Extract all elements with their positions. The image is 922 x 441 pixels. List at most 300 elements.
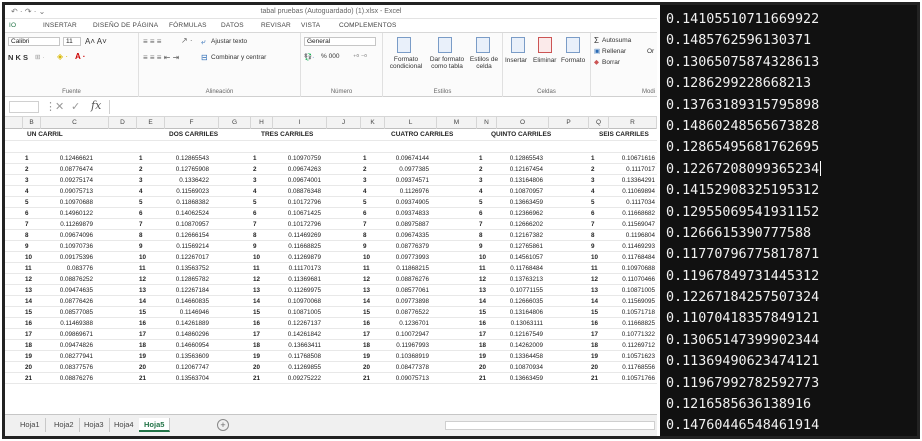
cancel-icon[interactable]: ✕ [55, 101, 65, 113]
delete-button[interactable]: Eliminar [533, 57, 557, 64]
cell-value[interactable]: 0.10671616 [621, 155, 655, 162]
cell-value[interactable]: 0.14062524 [175, 210, 209, 217]
column-header[interactable]: P [549, 117, 589, 129]
cell-styles-icon[interactable] [476, 37, 490, 53]
terminal-line [660, 95, 917, 116]
column-header[interactable]: C [41, 117, 109, 129]
row-index: 16 [363, 320, 371, 327]
cell-value[interactable]: 0.12167549 [509, 331, 543, 338]
table-row [5, 307, 657, 318]
cell-value[interactable]: 0.10671425 [287, 210, 321, 217]
cell-value[interactable]: 0.09374905 [395, 199, 429, 206]
row-index: 18 [25, 342, 33, 349]
column-header[interactable]: N [477, 117, 497, 129]
cell-value[interactable]: 0.11768556 [622, 364, 655, 371]
column-header[interactable]: E [137, 117, 165, 129]
column-header[interactable]: O [497, 117, 549, 129]
row-index: 5 [25, 199, 29, 206]
row-index: 20 [363, 364, 371, 371]
cell-value[interactable]: 0.11668825 [288, 243, 321, 250]
tab-3[interactable]: FÓRMULAS [169, 22, 207, 29]
group-alignment [139, 33, 301, 97]
cell-value[interactable]: 0.09869671 [59, 331, 93, 338]
cell-value[interactable]: 0.13663459 [509, 375, 543, 382]
cell-value[interactable]: 0.14261889 [175, 320, 209, 327]
cell-value[interactable]: 0.09374833 [395, 210, 429, 217]
cell-value[interactable]: 0.10871005 [621, 287, 655, 294]
cell-value[interactable]: 0.11469269 [288, 232, 321, 239]
row-index: 8 [139, 232, 143, 239]
cell-value[interactable]: 0.13164806 [509, 309, 543, 316]
cell-value[interactable]: 0.14960122 [59, 210, 93, 217]
cell-value[interactable]: 0.11569095 [622, 298, 655, 305]
cell-value[interactable]: 0.08876348 [287, 188, 321, 195]
cell-value[interactable]: 0.11269855 [288, 364, 321, 371]
cell-value[interactable]: 0.10571718 [621, 309, 655, 316]
tab-5[interactable]: REVISAR [261, 22, 291, 29]
cell-value[interactable]: 0.14860296 [175, 331, 209, 338]
cell-value[interactable]: 0.09474826 [59, 342, 93, 349]
cell-value[interactable]: 0.12167454 [509, 166, 543, 173]
row-index: 15 [363, 309, 371, 316]
sheet-tab[interactable]: Hoja2 [49, 418, 80, 432]
row-index: 7 [363, 221, 367, 228]
sheet-tab[interactable]: Hoja3 [79, 418, 110, 432]
cell-value[interactable]: 0.09674263 [287, 166, 321, 173]
cell-value[interactable]: 0.12267137 [287, 320, 321, 327]
cell-value[interactable]: 0.10072947 [395, 331, 429, 338]
cell-value[interactable]: 0.13563609 [175, 353, 209, 360]
title-bar [5, 5, 657, 19]
cell-value[interactable]: 0.1146946 [179, 309, 209, 316]
row-index: 6 [479, 210, 483, 217]
row-index: 3 [591, 177, 595, 184]
cell-value[interactable]: 0.10970068 [287, 298, 321, 305]
wrap-text-button[interactable]: Ajustar texto [211, 38, 248, 45]
cell-value[interactable]: 0.1196804 [625, 232, 655, 239]
cell-value[interactable]: 0.11269712 [622, 342, 655, 349]
spreadsheet-grid[interactable] [5, 117, 657, 414]
terminal-line [660, 266, 917, 287]
cell-value[interactable]: 0.08876276 [395, 276, 429, 283]
group-header: DOS CARRILES [169, 131, 219, 138]
font-grow-icon[interactable]: A˄ A˅ [85, 37, 107, 46]
row-index: 5 [591, 199, 595, 206]
row-index: 14 [139, 298, 147, 305]
cell-value[interactable]: 0.11369681 [288, 276, 321, 283]
row-index: 13 [253, 287, 261, 294]
cell-value[interactable]: 0.08377576 [59, 364, 93, 371]
row-index: 14 [479, 298, 487, 305]
align-horizontal-icons[interactable]: ≡ ≡ ≡ ⇤ ⇥ [143, 53, 180, 62]
select-all-corner[interactable] [5, 117, 23, 129]
row-index: 1 [253, 155, 257, 162]
row-index: 11 [253, 265, 260, 272]
row-index: 21 [253, 375, 261, 382]
terminal-line-text: 0.13763189315795898 [666, 97, 820, 113]
cell-value[interactable]: 0.1117034 [626, 199, 655, 206]
cell-value[interactable]: 0.11170173 [288, 265, 321, 272]
cell-value[interactable]: 0.12067747 [175, 364, 209, 371]
row-index: 12 [139, 276, 147, 283]
group-header: TRES CARRILES [261, 131, 314, 138]
cell-value[interactable]: 0.13663411 [288, 342, 321, 349]
excel-window [5, 5, 657, 436]
cell-value[interactable]: 0.0977385 [399, 166, 429, 173]
cell-value[interactable]: 0.11269879 [288, 254, 321, 261]
row-index: 13 [479, 287, 487, 294]
cell-value[interactable]: 0.1236701 [399, 320, 429, 327]
row-index: 12 [25, 276, 33, 283]
table-row [5, 230, 657, 241]
group-font [5, 33, 139, 97]
cell-value[interactable]: 0.083776 [66, 265, 93, 272]
row-index: 20 [25, 364, 33, 371]
column-header[interactable]: J [327, 117, 361, 129]
cell-value[interactable]: 0.09275174 [59, 177, 93, 184]
cell-value[interactable]: 0.14262009 [509, 342, 543, 349]
cell-value[interactable]: 0.11768508 [288, 353, 321, 360]
format-cells-icon[interactable] [566, 37, 580, 53]
column-header[interactable]: R [609, 117, 657, 129]
tab-0[interactable]: IO [9, 22, 17, 29]
row-index: 17 [363, 331, 371, 338]
row-index: 11 [591, 265, 598, 272]
cell-value[interactable]: 0.1117017 [626, 166, 655, 173]
cell-value[interactable]: 0.10771322 [621, 331, 655, 338]
cell-value[interactable]: 0.10172796 [287, 199, 321, 206]
cell-value[interactable]: 0.10870957 [175, 221, 209, 228]
align-top-icons[interactable]: ≡ ≡ ≡ [143, 37, 162, 46]
cell-value[interactable]: 0.09674144 [395, 155, 429, 162]
row-index: 11 [139, 265, 146, 272]
row-index: 19 [253, 353, 261, 360]
cell-value[interactable]: 0.12865543 [509, 155, 543, 162]
orientation-icon[interactable]: ↗ · [181, 36, 193, 45]
row-index: 15 [591, 309, 599, 316]
row-index: 14 [253, 298, 261, 305]
percent-button[interactable]: % 000 [321, 53, 340, 60]
row-index: 8 [25, 232, 29, 239]
cell-value[interactable]: 0.1336422 [179, 177, 209, 184]
cell-value[interactable]: 0.08277941 [59, 353, 93, 360]
row-index: 18 [253, 342, 261, 349]
cell-value[interactable]: 0.12466621 [59, 155, 93, 162]
cell-value[interactable]: 0.10172796 [287, 221, 321, 228]
cell-value[interactable]: 0.12865543 [175, 155, 209, 162]
row-index: 10 [591, 254, 599, 261]
cell-value[interactable]: 0.13364458 [509, 353, 543, 360]
cell-value[interactable]: 0.11569214 [176, 243, 209, 250]
row-index: 21 [139, 375, 147, 382]
cell-value[interactable]: 0.11269879 [60, 221, 93, 228]
cell-value[interactable]: 0.12765861 [509, 243, 543, 250]
cell-value[interactable]: 0.11069894 [622, 188, 655, 195]
cell-value[interactable]: 0.11668682 [622, 210, 655, 217]
terminal-line-text: 0.1216585636138916 [666, 397, 812, 413]
cell-value[interactable]: 0.10771155 [510, 287, 543, 294]
cell-value[interactable]: 0.10571623 [621, 353, 655, 360]
row-index: 19 [479, 353, 487, 360]
cell-value[interactable]: 0.11967993 [396, 342, 429, 349]
table-row [5, 285, 657, 296]
text-cursor [820, 161, 821, 176]
row-index: 10 [253, 254, 261, 261]
terminal-line [660, 159, 917, 180]
cell-value[interactable]: 0.09275222 [287, 375, 321, 382]
sort-button[interactable]: Or [647, 48, 655, 55]
cell-value[interactable]: 0.12267184 [175, 287, 209, 294]
row-index: 17 [25, 331, 33, 338]
cell-value[interactable]: 0.14660835 [175, 298, 209, 305]
cell-value[interactable]: 0.08776474 [59, 166, 93, 173]
column-header[interactable]: M [437, 117, 477, 129]
group-styles [383, 33, 503, 97]
terminal-line-text: 0.1485762596130371 [666, 33, 812, 49]
row-index: 16 [253, 320, 261, 327]
tab-4[interactable]: DATOS [221, 22, 244, 29]
cell-value[interactable]: 0.11569023 [176, 188, 209, 195]
cell-value[interactable]: 0.10571766 [621, 375, 655, 382]
format-table-button[interactable]: Dar formato como tabla [429, 56, 465, 70]
table-row [5, 219, 657, 230]
cell-value[interactable]: 0.08876252 [59, 276, 93, 283]
format-table-icon[interactable] [438, 37, 452, 53]
cell-value[interactable]: 0.09773993 [395, 254, 429, 261]
insert-cells-icon[interactable] [511, 37, 525, 53]
cell-value[interactable]: 0.10870957 [509, 188, 543, 195]
cell-value[interactable]: 0.09474635 [59, 287, 93, 294]
row-index: 9 [139, 243, 143, 250]
table-row [5, 296, 657, 307]
cell-value[interactable]: 0.13563752 [175, 265, 209, 272]
row-index: 21 [25, 375, 33, 382]
group-label-number: Número [330, 89, 353, 95]
table-row [5, 318, 657, 329]
merge-center-button[interactable]: Combinar y centrar [211, 54, 267, 61]
cell-value[interactable]: 0.09374571 [395, 177, 429, 184]
font-name-combo[interactable]: Calibri [8, 37, 60, 46]
sheet-tab[interactable]: Hoja4 [109, 418, 140, 432]
group-modify [591, 33, 657, 97]
cell-value[interactable]: 0.14561057 [509, 254, 543, 261]
terminal-line-text: 0.14860248565673828 [666, 118, 820, 134]
cell-value[interactable]: 0.11569047 [622, 221, 655, 228]
merge-icon: ⊟ [201, 53, 208, 62]
cell-value[interactable]: 0.14261842 [287, 331, 321, 338]
decimal-icons[interactable]: ⁺⁰ ⁻⁰ [353, 54, 367, 61]
fill-button[interactable]: Rellenar [602, 48, 627, 55]
terminal-line [660, 415, 917, 436]
column-header[interactable]: G [219, 117, 251, 129]
cell-value[interactable]: 0.08776426 [59, 298, 93, 305]
screenshot-frame [2, 2, 920, 439]
column-header[interactable]: D [109, 117, 137, 129]
column-header[interactable]: H [251, 117, 273, 129]
cell-value[interactable]: 0.13563704 [175, 375, 209, 382]
row-index: 4 [591, 188, 595, 195]
fill-color-icon[interactable]: ◈ · [57, 52, 69, 61]
cell-value[interactable]: 0.11668825 [622, 320, 655, 327]
row-index: 6 [139, 210, 143, 217]
row-index: 7 [479, 221, 483, 228]
cell-value[interactable]: 0.11868382 [176, 199, 209, 206]
terminal-line [660, 202, 917, 223]
cell-value[interactable]: 0.1126976 [399, 188, 429, 195]
autosum-button[interactable]: Autosuma [602, 37, 632, 44]
cell-value[interactable]: 0.09674001 [287, 177, 321, 184]
font-size-combo[interactable]: 11 [63, 37, 81, 46]
cell-value[interactable]: 0.13663459 [509, 199, 543, 206]
row-index: 5 [363, 199, 367, 206]
column-header[interactable]: I [273, 117, 327, 129]
sheet-tab[interactable]: Hoja5 [139, 418, 170, 432]
quick-access-toolbar[interactable]: ↶ · ↷ · ⌄ [11, 7, 46, 16]
cell-value[interactable]: 0.12666202 [509, 221, 543, 228]
sheet-tab[interactable]: Hoja1 [15, 418, 46, 432]
formula-bar [5, 97, 657, 117]
terminal-line [660, 244, 917, 265]
conditional-format-button[interactable]: Formato condicional [389, 56, 423, 70]
conditional-format-icon[interactable] [397, 37, 411, 53]
column-header[interactable]: L [385, 117, 437, 129]
cell-value[interactable]: 0.10368919 [395, 353, 429, 360]
row-index: 20 [479, 364, 487, 371]
cell-value[interactable]: 0.12267017 [175, 254, 209, 261]
row-index: 4 [139, 188, 143, 195]
row-index: 16 [139, 320, 147, 327]
tab-1[interactable]: INSERTAR [43, 22, 77, 29]
wrap-text-icon: ⤶ [201, 37, 206, 46]
column-header[interactable]: F [165, 117, 219, 129]
cell-value[interactable]: 0.11070466 [622, 276, 655, 283]
cell-value[interactable]: 0.09075713 [395, 375, 429, 382]
column-header[interactable]: B [23, 117, 41, 129]
row-index: 19 [25, 353, 33, 360]
tab-2[interactable]: DISEÑO DE PÁGINA [93, 22, 159, 29]
cell-value[interactable]: 0.09075713 [59, 188, 93, 195]
cell-value[interactable]: 0.10970688 [621, 265, 655, 272]
cell-value[interactable]: 0.12865782 [175, 276, 209, 283]
terminal-line [660, 351, 917, 372]
terminal-line [660, 373, 917, 394]
column-header[interactable]: K [361, 117, 385, 129]
group-header: QUINTO CARRILES [491, 131, 552, 138]
table-row [5, 164, 657, 175]
autosum-icon: Σ [594, 36, 599, 45]
row-index: 7 [591, 221, 595, 228]
row-index: 7 [253, 221, 257, 228]
row-index: 3 [253, 177, 257, 184]
clear-button[interactable]: Borrar [602, 59, 621, 66]
cell-value[interactable]: 0.08577061 [395, 287, 429, 294]
cell-value[interactable]: 0.10970759 [287, 155, 321, 162]
name-box[interactable] [9, 101, 39, 113]
cell-value[interactable]: 0.11469293 [622, 243, 655, 250]
cell-value[interactable]: 0.14660954 [175, 342, 209, 349]
terminal-line [660, 287, 917, 308]
cell-value[interactable]: 0.11768484 [622, 254, 655, 261]
table-row [5, 340, 657, 351]
cell-value[interactable]: 0.09773898 [395, 298, 429, 305]
cell-value[interactable]: 0.08477378 [395, 364, 429, 371]
cell-value[interactable]: 0.08776379 [395, 243, 429, 250]
format-button[interactable]: Formato [561, 57, 586, 64]
row-index: 15 [139, 309, 147, 316]
cell-value[interactable]: 0.09674096 [59, 232, 93, 239]
cell-value[interactable]: 0.08577085 [59, 309, 93, 316]
cell-value[interactable]: 0.08975887 [395, 221, 429, 228]
terminal-line [660, 52, 917, 73]
cell-value[interactable]: 0.13164806 [509, 177, 543, 184]
group-label-styles: Estilos [433, 89, 452, 95]
blank-row [5, 142, 657, 153]
column-header[interactable]: Q [589, 117, 609, 129]
formula-input[interactable] [109, 100, 657, 114]
currency-icon[interactable]: 💱· [304, 54, 315, 61]
cell-value[interactable]: 0.12765908 [175, 166, 209, 173]
sheet-tab-bar [5, 414, 657, 436]
insert-button[interactable]: Insertar [505, 57, 528, 64]
row-index: 20 [253, 364, 261, 371]
bold-italic-underline[interactable]: N K S [8, 53, 29, 62]
cell-value[interactable]: 0.11269975 [288, 287, 321, 294]
cell-value[interactable]: 0.12366962 [509, 210, 543, 217]
cell-value[interactable]: 0.12167382 [509, 232, 543, 239]
cell-value[interactable]: 0.10870934 [509, 364, 543, 371]
tab-6[interactable]: VISTA [301, 22, 321, 29]
cell-value[interactable]: 0.10970736 [59, 243, 93, 250]
cell-value[interactable]: 0.08776522 [395, 309, 429, 316]
tab-7[interactable]: COMPLEMENTOS [339, 22, 397, 29]
cell-value[interactable]: 0.12666035 [509, 298, 543, 305]
cell-value[interactable]: 0.10970688 [59, 199, 93, 206]
horizontal-scrollbar[interactable] [445, 421, 655, 430]
add-sheet-button[interactable]: + [217, 419, 229, 431]
enter-icon[interactable]: ✓ [71, 101, 81, 113]
number-format-combo[interactable]: General [304, 37, 376, 46]
cell-value[interactable]: 0.12666154 [175, 232, 209, 239]
row-index: 5 [479, 199, 483, 206]
cell-styles-button[interactable]: Estilos de celda [469, 56, 499, 70]
row-index: 13 [25, 287, 33, 294]
table-row [5, 351, 657, 362]
delete-cells-icon[interactable] [538, 37, 552, 53]
font-color-icon[interactable]: A · [75, 52, 86, 61]
row-index: 17 [479, 331, 487, 338]
cell-value[interactable]: 0.11768484 [510, 265, 543, 272]
terminal-line-text: 0.13065147399902344 [666, 332, 820, 348]
cell-value[interactable]: 0.13364291 [621, 177, 655, 184]
group-cells [503, 33, 591, 97]
cell-value[interactable]: 0.13763213 [509, 276, 543, 283]
cell-value[interactable]: 0.13063111 [510, 320, 543, 327]
row-index: 4 [479, 188, 483, 195]
row-index: 19 [591, 353, 599, 360]
borders-icon[interactable]: ⊞ · [35, 54, 45, 61]
row-index: 11 [363, 265, 370, 272]
row-index: 9 [25, 243, 29, 250]
terminal-line [660, 394, 917, 415]
cell-value[interactable]: 0.11868215 [396, 265, 429, 272]
insert-function-icon[interactable]: fx [91, 99, 102, 112]
row-index: 14 [363, 298, 371, 305]
cell-value[interactable]: 0.09674335 [395, 232, 429, 239]
cell-value[interactable]: 0.11469388 [60, 320, 93, 327]
cell-value[interactable]: 0.10871005 [287, 309, 321, 316]
cell-value[interactable]: 0.08876276 [59, 375, 93, 382]
cell-value[interactable]: 0.09175396 [59, 254, 93, 261]
